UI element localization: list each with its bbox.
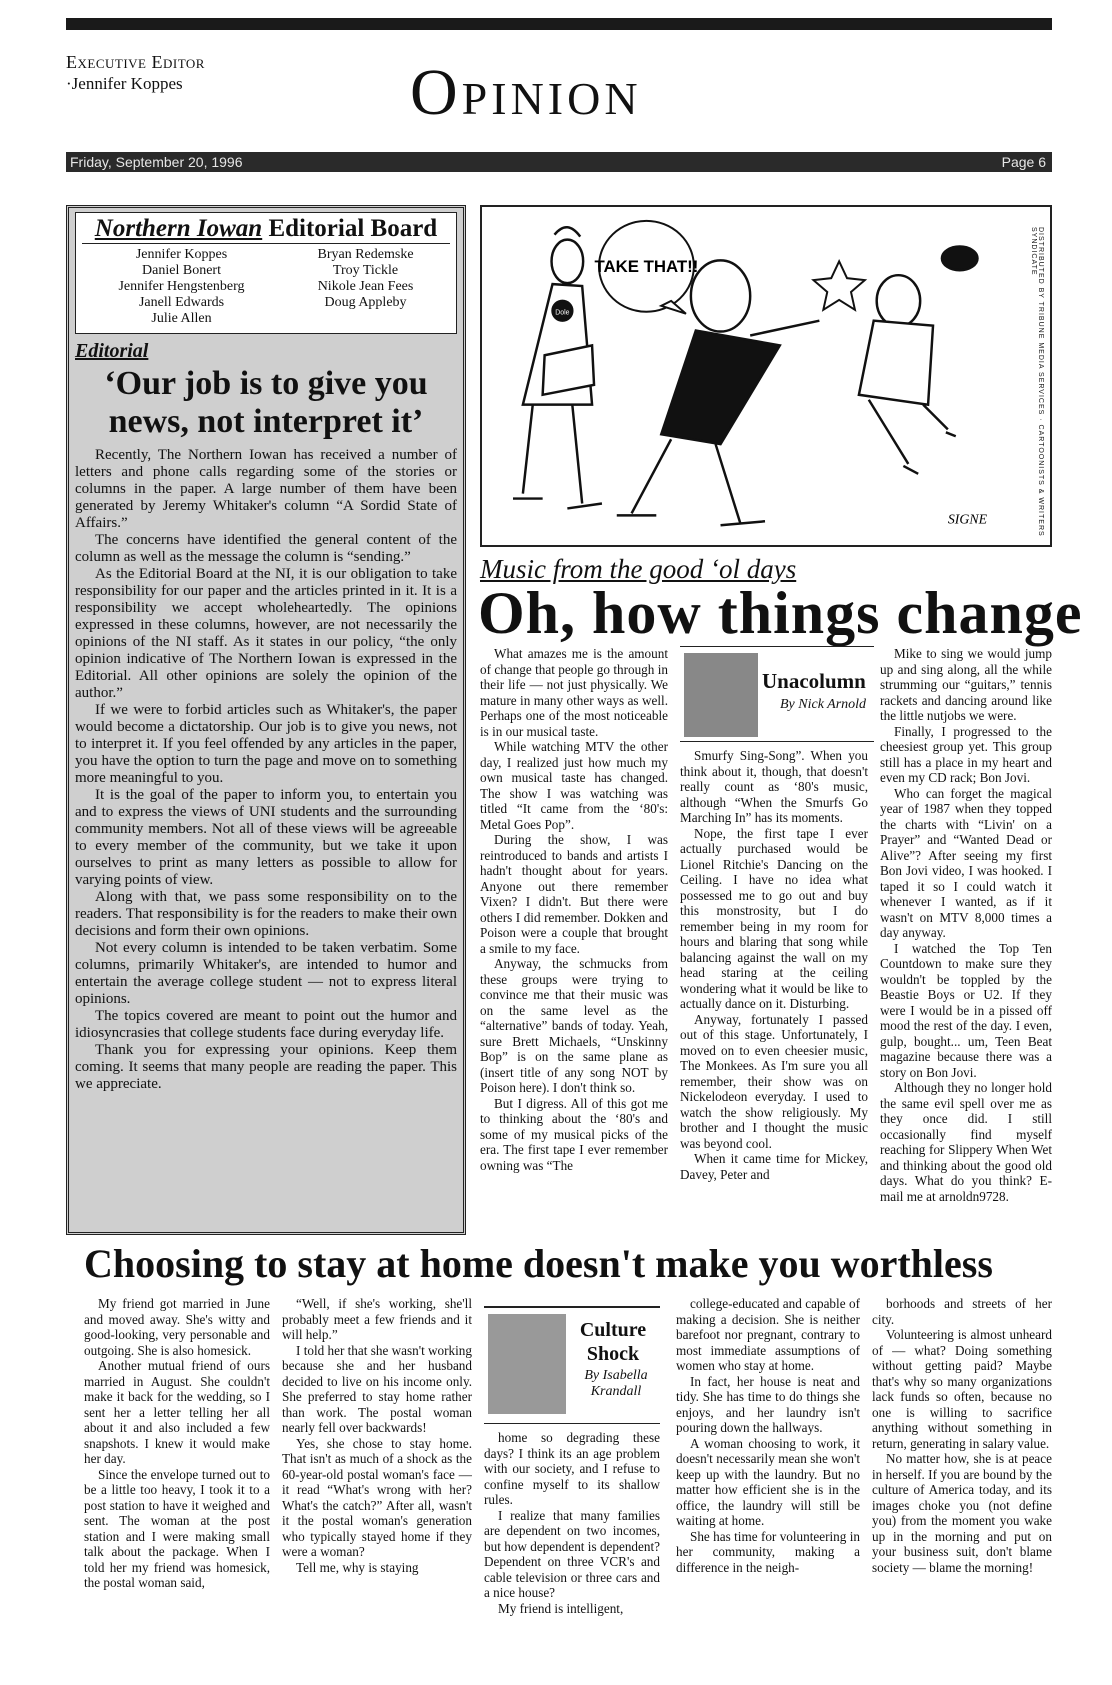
board-members-right (318, 247, 414, 327)
issue-date: Friday, September 20, 1996 (70, 154, 243, 170)
paragraph: Smurfy Sing-Song”. When you think about it, though, that doesn't really count as ‘80's music, although “When the Smurfs Go Marching In” has its moments. (680, 748, 868, 825)
paragraph: I told her that she wasn't working because she and her husband decided to live on his income only. She preferred to stay home rather than work. The postal woman nearly fell over backwards! (282, 1342, 472, 1435)
paragraph: I watched the Top Ten Countdown to make sure they wouldn't be toppled by the Beastie Boys or U2. If they were I would be in a pissed off mood the rest of the day. I even, gulp, bought... um, Teen Beat magazine because there was a story on Bon Jovi. (880, 940, 1052, 1080)
paragraph: Anyway, the schmucks from these groups were trying to convince me that their music was on the same level as the “alternative” bands of today. Yeah, sure Brett Michaels, “Unskinny Bop” is on the same plane as (insert title of any song NOT by Poison here). I don't think so. (480, 956, 668, 1095)
paper-name: Northern Iowan (94, 215, 263, 242)
byline: By Nick Arnold (780, 697, 867, 712)
choosing-column-1 (84, 1296, 270, 1666)
choosing-headline: Choosing to stay at home doesn't make you worthless (84, 1241, 993, 1286)
board-member: Nikole Jean Fees (317, 279, 414, 294)
author-photo (488, 1314, 566, 1414)
paragraph: Not every column is intended to be taken verbatim. Some columns, primarily Whitaker's, are intended to humor and entertain the average college student — not to express literal opinions. (75, 940, 457, 1007)
board-members (82, 244, 450, 327)
paragraph: Finally, I progressed to the cheesiest group yet. This group still has a place in my heart and even my CD rack; Bon Jovi. (880, 723, 1052, 785)
paragraph: Yes, she chose to stay home. That isn't as much of a shock as the 60-year-old postal woman's face — it read “What's wrong with her? What's the catch?” After all, wasn't it the postal woman's generation who typically stayed home if they were a woman? (282, 1435, 472, 1559)
paragraph: I realize that many families are dependent on two incomes, but how dependent is dependent? Dependent on three VCR's and cable television or three cars and a nice house? (484, 1507, 660, 1600)
column-label: Unacolumn (762, 669, 866, 693)
syndicate-credit: DISTRIBUTED BY TRIBUNE MEDIA SERVICES · CARTOONISTS & WRITERS SYNDICATE (1030, 227, 1044, 537)
paragraph: “Well, if she's working, she'll probably meet a few friends and it will help.” (282, 1296, 472, 1342)
editorial-kicker: Editorial (75, 340, 149, 362)
paragraph: Volunteering is almost unheard of — what? Doing something without getting paid? Maybe that's why so many organizations lack funds so often, because no one is willing to sacrifice anything without something in return, generating in salary value. (872, 1327, 1052, 1451)
paragraph: Along with that, we pass some responsibility on to the readers. That responsibility is for the readers to make their own decisions and form their own opinions. (75, 889, 457, 939)
choosing-column-2 (282, 1296, 472, 1666)
column-label: Culture Shock (579, 1319, 647, 1365)
page-number: Page 6 (1001, 154, 1046, 170)
editorial-board-title (82, 215, 450, 244)
paragraph: My friend is intelligent, (498, 1600, 624, 1616)
editorial-board-box (75, 212, 457, 334)
paragraph: It is the goal of the paper to inform you, to entertain you and to express the views of UNI students and the surrounding community members. Not all of these views will be agreeable to every member of the community, but we take it upon ourselves to print as many letters as possible to allow for varying points of view. (75, 787, 457, 888)
paragraph: A woman choosing to work, it doesn't necessarily mean she won't keep up with the laundry. But no matter how efficient she is in the office, the laundry will still be waiting at home. (676, 1435, 860, 1528)
paragraph: While watching MTV the other day, I realized just how much my own musical taste has changed. The show I was watching was titled “It came from the ‘80's: Metal Goes Pop”. (480, 739, 668, 832)
paragraph: She has time for volunteering in her community, making a difference in the neigh- (676, 1528, 860, 1575)
paragraph: borhoods and streets of her city. (872, 1296, 1052, 1327)
music-column-3 (880, 646, 1052, 1236)
choosing-column-4 (676, 1296, 860, 1666)
executive-editor-block (66, 52, 205, 94)
music-column-1 (480, 646, 668, 1236)
board-member: Julie Allen (151, 311, 212, 326)
paragraph: Although they no longer hold the same evil spell over me as they once did. I still occasionally find myself reaching for Slippery When Wet and thinking about the good old days. What do you think? E-mail me at arnoldn9728. (880, 1080, 1052, 1204)
music-kicker: Music from the good ‘ol days (480, 554, 797, 584)
paragraph: Nope, the first tape I ever actually purchased would be Lionel Ritchie's Dancing on the Ceiling. I have no idea what possessed me to go out and buy this monstrosity, but I do remember being in my room for hours and blaring that song while balancing against the wall on my head staring at the ceiling wondering what it would be like to actually dance on it. Disturbing. (680, 825, 868, 1011)
paragraph: What amazes me is the amount of change that people go through in their life — not just physically. We mature in many other ways as well. Perhaps one of the most noticeable is in our musical taste. (480, 646, 668, 739)
paragraph: As the Editorial Board at the NI, it is our obligation to take responsibility for our paper and the articles printed in it. It is a responsibility we accept wholeheartedly. The opinions expressed in these columns, however, are not necessarily the opinions of the NI staff. As it states in our policy, “the only opinion indicative of The Northern Iowan is expressed in the Editorial. All other opinions are solely the opinion of the author.” (75, 566, 457, 701)
paragraph: Who can forget the magical year of 1987 when they topped the charts with “Livin' on a Prayer” and “Wanted Dead or Alive”? After seeing my first Bon Jovi video, I was hooked. I taped it so I could watch it whenever I wanted, as if it wasn't on MTV 8,000 times a day anyway. (880, 785, 1052, 940)
cartoon-drawing (482, 207, 1050, 545)
paragraph: The concerns have identified the general content of the column as well as the message the column is “sending.” (75, 532, 457, 565)
date-bar (66, 152, 1052, 172)
paragraph: If we were to forbid articles such as Whitaker's, the paper would become a dictatorship. Our job is to give you news, not to interpret it. If you feel offended by any articles in the paper, you have the option to turn the page and move on to something more meaningful to you. (75, 702, 457, 786)
board-member: Jennifer Koppes (135, 247, 228, 262)
paragraph: Another mutual friend of ours married in August. She couldn't make it back for the wedding, so I sent her a letter telling her all about it and also included a few snapshots. I knew it would make her day. (84, 1358, 270, 1466)
paragraph: But I digress. All of this got me to thinking about the ‘80's and some of my musical picks of the era. The first tape I ever remember owning was “The (480, 1095, 668, 1173)
executive-editor-title: Executive Editor (66, 52, 205, 72)
dole-badge: Dole (555, 309, 570, 317)
paragraph: The topics covered are meant to point out the humor and idiosyncrasies that college students face during everyday life. (75, 1008, 457, 1041)
paragraph: No matter how, she is at peace in herself. If you are bound by the culture of America today, and its images choke you (not define you) from the moment you wake up in the morning and put on your business suit, don't blame society — blame the morning! (872, 1451, 1052, 1575)
speech-bubble-text: TAKE THAT!! (594, 257, 699, 277)
byline: By Isabella Krandall (584, 1368, 648, 1399)
paragraph: home so degrading these days? I think its an age problem with our society, and I refuse to confine myself to its shallow rules. (484, 1430, 660, 1507)
board-member: Daniel Bonert (142, 263, 221, 278)
paragraph: In fact, her house is neat and tidy. She has time to do things she enjoys, and her laundry isn't pouring down the hallways. (676, 1373, 860, 1435)
top-rule (66, 18, 1052, 30)
unacolumn-header (680, 646, 874, 742)
choosing-column-3 (484, 1430, 660, 1666)
board-title-rest: Editorial Board (262, 215, 438, 242)
paragraph: college-educated and capable of making a decision. She is neither barefoot nor pregnant, contrary to most immediate assumptions of women who stay at home. (676, 1296, 860, 1373)
editorial-headline: ‘Our job is to give you news, not interpret it’ (104, 365, 428, 440)
editorial-body (75, 447, 457, 1093)
board-member: Troy Tickle (332, 263, 399, 278)
paragraph: Thank you for expressing your opinions. Keep them coming. It seems that many people are reading the paper. This we appreciate. (75, 1042, 457, 1092)
executive-editor-name: ·Jennifer Koppes (66, 74, 183, 93)
paragraph: Mike to sing we would jump up and sing along, all the while strumming our “guitars,” tennis rackets and dancing around like the little nutjobs we were. (880, 646, 1052, 723)
music-column-2 (680, 748, 868, 1236)
star-icon (813, 261, 864, 309)
culture-shock-header (484, 1306, 660, 1424)
political-cartoon (480, 205, 1052, 547)
board-member: Bryan Redemske (317, 247, 414, 262)
board-member: Janell Edwards (138, 295, 225, 310)
paragraph: During the show, I was reintroduced to bands and artists I hadn't thought about for years. Anyone out there remember Vixen? I didn't. But there were others I did remember. Dokken and Poison were a couple that brought a smile to my face. (480, 832, 668, 956)
board-member: Doug Appleby (324, 295, 407, 310)
editorial-box (66, 205, 466, 1235)
author-photo (684, 653, 758, 737)
choosing-column-5 (872, 1296, 1052, 1666)
left-figure (513, 227, 602, 508)
paragraph: My friend got married in June and moved away. She's witty and good-looking, very personable and outgoing. She is also homesick. (84, 1296, 270, 1358)
cartoonist-signature: SIGNE (947, 511, 988, 527)
board-member: Jennifer Hengstenberg (118, 279, 245, 294)
paragraph: Since the envelope turned out to be a little too heavy, I took it to a post station to have it weighed and sent. The woman at the post station and I were making small talk about the package. When I told her my friend was homesick, the postal woman said, (84, 1466, 270, 1590)
paragraph: When it came time for Mickey, Davey, Peter and (680, 1151, 868, 1182)
section-masthead: Opinion (410, 56, 642, 129)
paragraph: Anyway, fortunately I passed out of this stage. Unfortunately, I moved on to even cheesier music, The Monkees. As I'm sure you all remember, their show was on Nickelodeon everyday. I used to watch the show religiously. My brother and I thought the music was beyond cool. (680, 1011, 868, 1151)
board-members-left (118, 247, 244, 327)
paragraph: Recently, The Northern Iowan has received a number of letters and phone calls regarding some of the stories or columns in the paper. A large number of them have been generated by Jeremy Whitaker's column “A Sordid State of Affairs.” (75, 447, 457, 531)
music-headline: Oh, how things change (478, 580, 1083, 646)
paragraph: Tell me, why is staying (296, 1559, 419, 1575)
right-figure (859, 247, 978, 474)
